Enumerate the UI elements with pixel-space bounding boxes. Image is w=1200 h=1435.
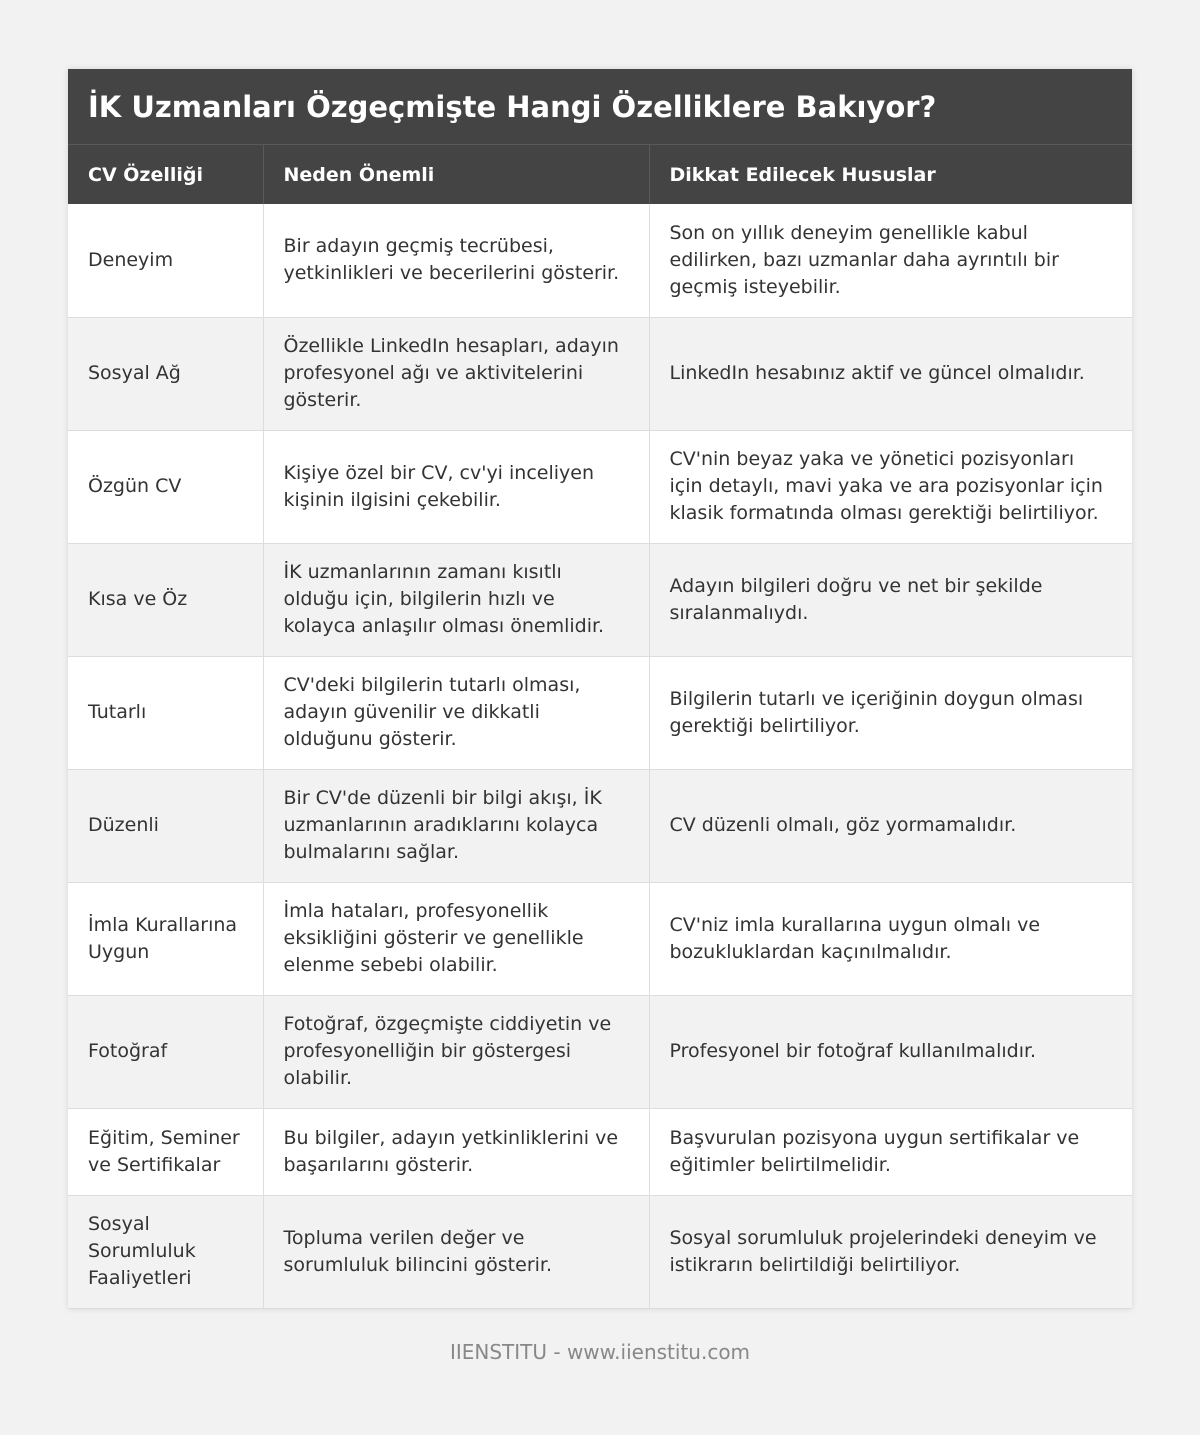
- table-row: [68, 882, 1132, 995]
- feature-cell: Sosyal Ağ: [68, 317, 263, 430]
- why-cell: Topluma verilen değer ve sorumluluk bilincini gösterir.: [263, 1195, 649, 1308]
- notes-cell: Son on yıllık deneyim genellikle kabul edilirken, bazı uzmanlar daha ayrıntılı bir geçmiş isteyebilir.: [649, 204, 1132, 317]
- why-cell: CV'deki bilgilerin tutarlı olması, adayın güvenilir ve dikkatli olduğunu gösterir.: [263, 656, 649, 769]
- notes-cell: Başvurulan pozisyona uygun sertifikalar ve eğitimler belirtilmelidir.: [649, 1108, 1132, 1195]
- why-cell: Fotoğraf, özgeçmişte ciddiyetin ve profesyonelliğin bir göstergesi olabilir.: [263, 995, 649, 1108]
- feature-cell: Deneyim: [68, 204, 263, 317]
- column-header-notes: Dikkat Edilecek Hususlar: [649, 145, 1132, 204]
- why-cell: Bu bilgiler, adayın yetkinliklerini ve başarılarını gösterir.: [263, 1108, 649, 1195]
- why-cell: İmla hataları, profesyonellik eksikliğini gösterir ve genellikle elenme sebebi olabilir.: [263, 882, 649, 995]
- feature-cell: Özgün CV: [68, 430, 263, 543]
- notes-cell: CV düzenli olmalı, göz yormamalıdır.: [649, 769, 1132, 882]
- feature-cell: Düzenli: [68, 769, 263, 882]
- table-title: İK Uzmanları Özgeçmişte Hangi Özelliklere Bakıyor?: [68, 69, 1132, 145]
- feature-cell: İmla Kurallarına Uygun: [68, 882, 263, 995]
- feature-cell: Eğitim, Seminer ve Sertifikalar: [68, 1108, 263, 1195]
- notes-cell: Bilgilerin tutarlı ve içeriğinin doygun olması gerektiği belirtiliyor.: [649, 656, 1132, 769]
- table-row: [68, 995, 1132, 1108]
- table-row: [68, 204, 1132, 317]
- table-card: [68, 69, 1132, 1309]
- feature-cell: Kısa ve Öz: [68, 543, 263, 656]
- why-cell: Özellikle LinkedIn hesapları, adayın profesyonel ağı ve aktivitelerini gösterir.: [263, 317, 649, 430]
- notes-cell: Adayın bilgileri doğru ve net bir şekilde sıralanmalıydı.: [649, 543, 1132, 656]
- footer-credit: IIENSTITU - www.iienstitu.com: [449, 1340, 751, 1364]
- notes-cell: CV'nin beyaz yaka ve yönetici pozisyonları için detaylı, mavi yaka ve ara pozisyonlar için klasik formatında olması gerektiği belirtiliyor.: [649, 430, 1132, 543]
- notes-cell: Profesyonel bir fotoğraf kullanılmalıdır.: [649, 995, 1132, 1108]
- feature-cell: Sosyal Sorumluluk Faaliyetleri: [68, 1195, 263, 1308]
- why-cell: Bir CV'de düzenli bir bilgi akışı, İK uzmanlarının aradıklarını kolayca bulmalarını sağlar.: [263, 769, 649, 882]
- column-header-why: Neden Önemli: [263, 145, 649, 204]
- notes-cell: CV'niz imla kurallarına uygun olmalı ve bozukluklardan kaçınılmalıdır.: [649, 882, 1132, 995]
- table-row: [68, 656, 1132, 769]
- table-row: [68, 430, 1132, 543]
- notes-cell: LinkedIn hesabınız aktif ve güncel olmalıdır.: [649, 317, 1132, 430]
- feature-cell: Fotoğraf: [68, 995, 263, 1108]
- feature-cell: Tutarlı: [68, 656, 263, 769]
- table-row: [68, 317, 1132, 430]
- table-row: [68, 769, 1132, 882]
- header-row: [68, 145, 1132, 204]
- table-row: [68, 1108, 1132, 1195]
- why-cell: Kişiye özel bir CV, cv'yi inceliyen kişinin ilgisini çekebilir.: [263, 430, 649, 543]
- why-cell: İK uzmanlarının zamanı kısıtlı olduğu için, bilgilerin hızlı ve kolayca anlaşılır olması önemlidir.: [263, 543, 649, 656]
- notes-cell: Sosyal sorumluluk projelerindeki deneyim ve istikrarın belirtildiği belirtiliyor.: [649, 1195, 1132, 1308]
- table-row: [68, 1195, 1132, 1308]
- cv-features-table: [68, 145, 1132, 1309]
- column-header-feature: CV Özelliği: [68, 145, 263, 204]
- why-cell: Bir adayın geçmiş tecrübesi, yetkinlikleri ve becerilerini gösterir.: [263, 204, 649, 317]
- table-row: [68, 543, 1132, 656]
